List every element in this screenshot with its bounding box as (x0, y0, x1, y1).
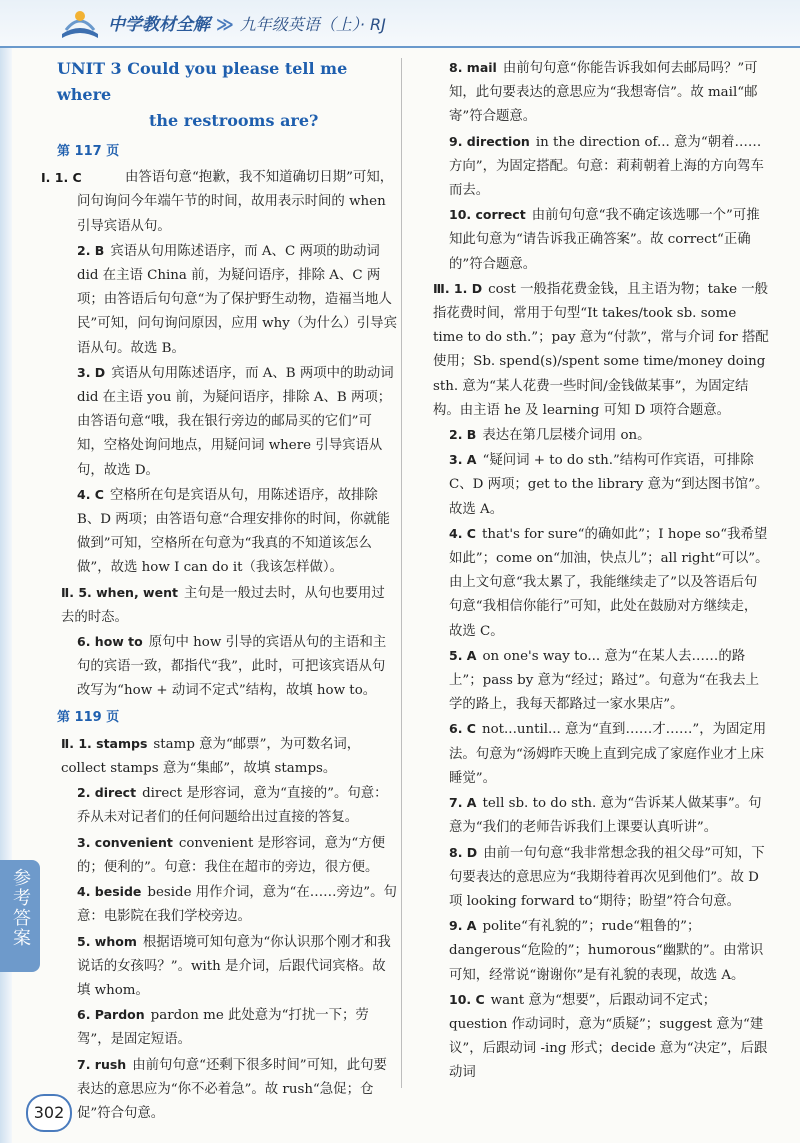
answer-item: 4. beside beside 用作介词，意为“在……旁边”。句意：电影院在我们学校旁边。 (77, 884, 397, 925)
answer-item: 4. C that's for sure“的确如此”；I hope so“我希望如此”；come on“加油，快点儿”；all right“可以”。由上文句意“我太累了，我能继续走了”以及答语后句句意“我相信你能行”可知，此处在鼓励对方继续走，故选 C。 (449, 525, 769, 639)
book-logo-icon (58, 4, 102, 42)
answer-item: 2. B 表达在第几层楼介词用 on。 (449, 427, 651, 444)
answer-item: 2. direct direct 是形容词，意为“直接的”。句意：乔从未对记者们的任何问题给出过直接的答复。 (77, 785, 388, 826)
answer-item: Ⅱ. 1. stamps stamp 意为“邮票”，为可数名词，collect stamps 意为“集邮”，故填 stamps。 (61, 735, 361, 777)
right-column (429, 56, 769, 1086)
answer-item: 8. D 由前一句句意“我非常想念我的祖父母”可知，下句要表达的意思应为“我期待着再次见到他们”。故 D 项 looking forward to“期待；盼望”符合句意。 (449, 844, 765, 909)
section-heading: 第 117 页 (57, 144, 120, 159)
answer-item: 9. A polite“有礼貌的”；rude“粗鲁的”；dangerous“危险的”；humorous“幽默的”。由常识可知，经常说“谢谢你”是有礼貌的表现，故选 A。 (449, 918, 764, 983)
unit-title: UNIT 3 Could you please tell me where the restrooms are? (57, 59, 348, 130)
answer-item: Ⅱ. 5. when, went 主句是一般过去时，从句也要用过去的时态。 (61, 584, 385, 625)
answer-item: 2. B 宾语从句用陈述语序，而 A、C 两项的助动词 did 在主语 China 前，为疑问语序，排除 A、C 两项；由答语后句句意“为了保护野生动物，造福当地人民”可知，问句询问原因，应用 why（为什么）引导宾语从句。故选 B。 (77, 242, 397, 356)
answer-item: 7. A tell sb. to do sth. 意为“告诉某人做某事”。句意为“我们的老师告诉我们上课要认真听讲”。 (449, 795, 762, 836)
answer-item: 10. correct 由前句句意“我不确定该选哪一个”可推知此句意为“请告诉我正确答案”。故 correct“正确的”符合题意。 (449, 207, 760, 272)
answer-item: 3. convenient convenient 是形容词，意为“方便的；便利的”。句意：我住在超市的旁边，很方便。 (77, 834, 385, 875)
page-number: 302 (26, 1094, 72, 1132)
section-heading: 第 119 页 (57, 709, 120, 725)
answer-item: 10. C want 意为“想要”，后跟动词不定式；question 作动词时，意为“质疑”；suggest 意为“建议”，后跟动词 -ing 形式；decide 意为“决定”，后跟动词 (449, 991, 768, 1081)
answer-item: 6. C not...until... 意为“直到……才……”，为固定用法。句意为“汤姆昨天晚上直到完成了家庭作业才上床睡觉”。 (449, 721, 767, 786)
answer-item: 7. rush 由前句句意“还剩下很多时间”可知，此句要表达的意思应为“你不必着急”。故 rush“急促；仓促”符合句意。 (77, 1056, 387, 1121)
answer-item: 5. A on one's way to... 意为“在某人去……的路上”；pass by 意为“经过；路过”。句意为“在我去上学的路上，我每天都路过一家水果店”。 (449, 647, 759, 713)
header-rule (0, 46, 800, 48)
answer-item: 5. whom 根据语境可知句意为“你认识那个刚才和我说话的女孩吗？”。with 是介词，后跟代词宾格。故填 whom。 (77, 933, 391, 998)
left-decoration (0, 48, 12, 1143)
answer-item: Ⅲ. 1. D cost 一般指花费金钱，且主语为物；take 一般指花费时间，常用于句型“It takes/took sb. some time to do sth.”；pay 意为“付款”，常与介词 for 搭配使用；Sb. spend(s)/spent some time/money doing sth. 意为“某人花费一些时间/金钱做某事”，为固定结构。由主语 he 及 learning 可知 D 项符合题意。 (433, 280, 769, 418)
column-divider (401, 58, 402, 1088)
answer-item: 3. D 宾语从句用陈述语序，而 A、B 两项中的助动词 did 在主语 you 前，为疑问语序，排除 A、B 两项；由答语句意“哦，我在银行旁边的邮局买的它们”可知，空格处询问地点，用疑问词 where 引导宾语从句，故选 D。 (77, 364, 394, 478)
answer-item: 6. Pardon pardon me 此处意为“打扰一下；劳驾”，是固定短语。 (77, 1007, 369, 1048)
answer-item: 6. how to 原句中 how 引导的宾语从句的主语和主句的宾语一致，都指代“我”，此时，可把该宾语从句改写为“how + 动词不定式”结构，故填 how to。 (77, 634, 387, 699)
page-header (0, 0, 800, 46)
answer-item: 3. A “疑问词 + to do sth.”结构可作宾语，可排除 C、D 两项；get to the library 意为“到达图书馆”。故选 A。 (449, 452, 769, 517)
answer-side-tab: 参考答案 (0, 860, 40, 972)
answer-item: 4. C 空格所在句是宾语从句，用陈述语序，故排除 B、D 两项；由答语句意“合理安排你的时间，你就能做到”可知，空格所在句意为“我真的不知道该怎么做”，故选 how I can do it（我该怎样做）。 (77, 486, 390, 576)
header-title: 中学教材全解 ≫ 九年级英语（上）· RJ (108, 15, 386, 35)
answer-item: 9. direction in the direction of... 意为“朝着……方向”，为固定搭配。句意：莉莉朝着上海的方向驾车而去。 (449, 133, 764, 199)
answer-item: 8. mail 由前句句意“你能告诉我如何去邮局吗？”可知，此句要表达的意思应为“我想寄信”。故 mail“邮寄”符合题意。 (449, 60, 758, 125)
answer-item: Ⅰ. 1. C 由答语句意“抱歉，我不知道确切日期”可知，问句询问今年端午节的时间，故用表示时间的 when 引导宾语从句。 (41, 170, 394, 234)
